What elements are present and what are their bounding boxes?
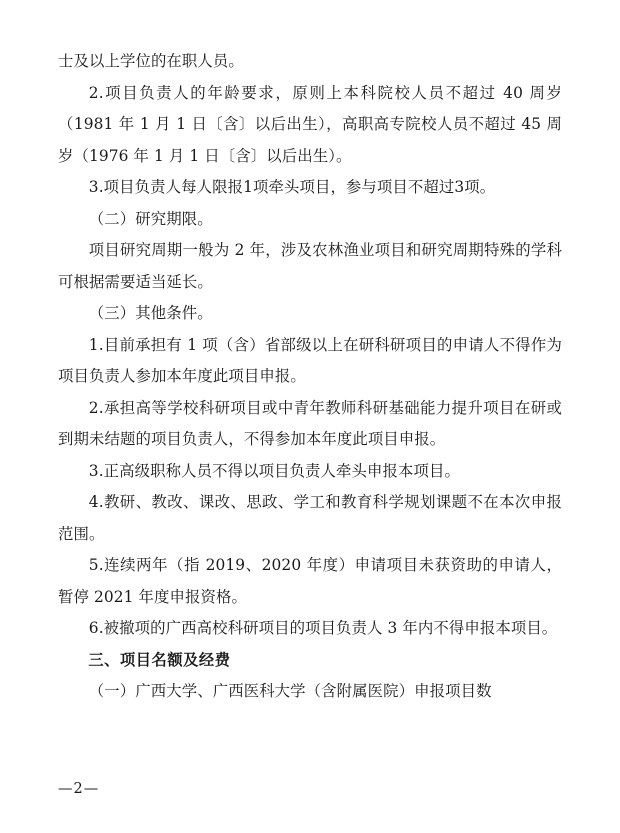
paragraph-condition-5: 5.连续两年（指 2019、2020 年度）申请项目未获资助的申请人，暂停 2021 年度申报资格。 <box>58 556 562 606</box>
paragraph-condition-6: 6.被撤项的广西高校科研项目的项目负责人 3 年内不得申报本项目。 <box>88 619 558 637</box>
paragraph-project-limit: 3.项目负责人每人限报1项牵头项目，参与项目不超过3项。 <box>88 178 496 196</box>
paragraph-condition-1: 1.目前承担有 1 项（含）省部级以上在研科研项目的申请人不得作为项目负责人参加本年度此项目申报。 <box>58 335 562 385</box>
paragraph-condition-4: 4.教研、教改、课改、思政、学工和教育科学规划课题不在本次申报范围。 <box>58 493 562 543</box>
paragraph-age-requirement: 2.项目负责人的年龄要求，原则上本科院校人员不超过 40 周岁（1981 年 1 月 1 日〔含〕以后出生），高职高专院校人员不超过 45 周岁（1976 年 1 月 1 日〔含〕以后出生）。 <box>58 83 562 165</box>
paragraph-other-conditions-title: （三）其他条件。 <box>88 304 213 322</box>
paragraph-quota: （一）广西大学、广西医科大学（含附属医院）申报项目数 <box>88 682 492 700</box>
paragraph-condition-2: 2.承担高等学校科研项目或中青年教师科研基础能力提升项目在研或到期未结题的项目负责人，不得参加本年度此项目申报。 <box>58 398 562 448</box>
paragraph-continued: 士及以上学位的在职人员。 <box>58 52 244 70</box>
page-number: —2— <box>58 781 100 797</box>
document-body <box>58 46 562 708</box>
paragraph-condition-3: 3.正高级职称人员不得以项目负责人牵头申报本项目。 <box>88 461 460 480</box>
paragraph-research-period-title: （二）研究期限。 <box>88 209 213 228</box>
section-heading: 三、项目名额及经费 <box>88 650 231 669</box>
paragraph-research-period-body: 项目研究周期一般为 2 年，涉及农林渔业项目和研究周期特殊的学科可根据需要适当延长。 <box>58 241 562 291</box>
